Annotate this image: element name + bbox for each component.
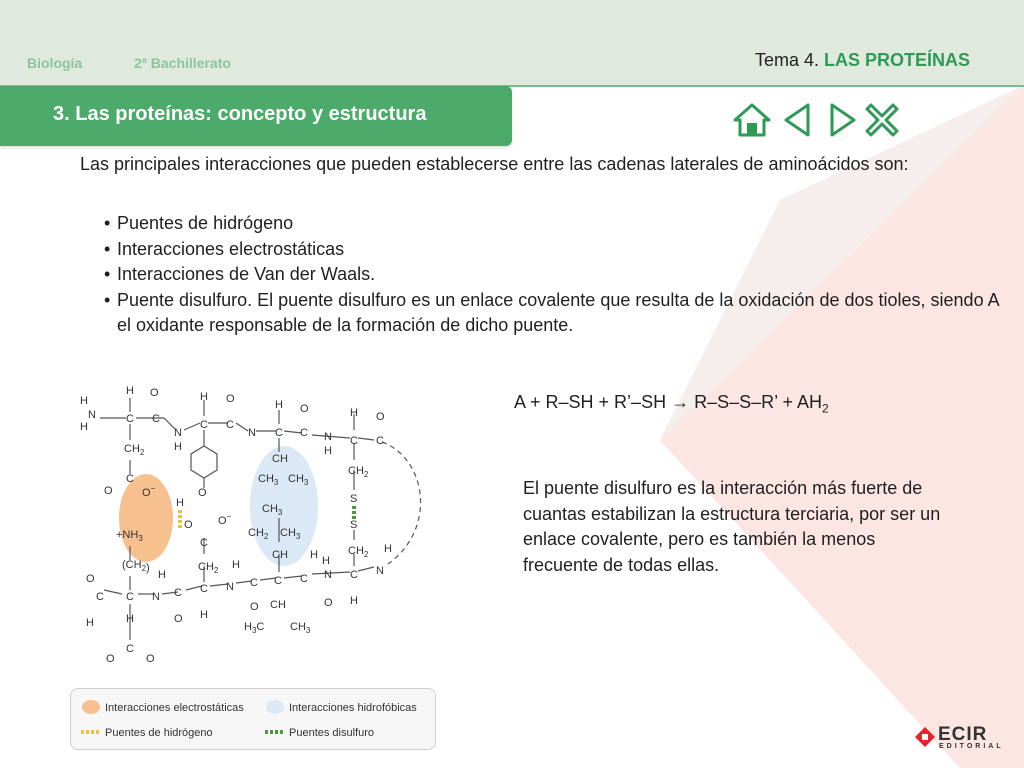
svg-text:H: H (200, 609, 208, 621)
svg-text:H: H (384, 543, 392, 555)
svg-text:H: H (176, 497, 184, 509)
svg-text:H: H (126, 613, 134, 625)
svg-text:C: C (226, 419, 234, 431)
svg-text:O−: O− (142, 484, 156, 499)
svg-text:C: C (200, 419, 208, 431)
svg-text:C: C (274, 575, 282, 587)
svg-text:H: H (86, 617, 94, 629)
svg-text:C: C (200, 537, 208, 549)
svg-text:C: C (250, 577, 258, 589)
svg-text:H: H (200, 391, 208, 403)
svg-text:C: C (376, 435, 384, 447)
header-bar (0, 0, 1024, 87)
svg-text:CH2: $CH_2$ (248, 527, 269, 541)
svg-text:O: O (106, 653, 115, 665)
svg-text:H: H (80, 421, 88, 433)
svg-text:CH2: $CH_2$ (348, 465, 369, 479)
logo-subtitle: EDITORIAL (939, 743, 1004, 750)
svg-text:O: O (184, 519, 193, 531)
svg-text:N: N (174, 427, 182, 439)
legend-electrostatic: Interacciones electrostáticas (105, 702, 244, 714)
legend-disulfide: Puentes disulfuro (289, 727, 374, 739)
diagram-legend (70, 688, 436, 750)
svg-text:O: O (174, 613, 183, 625)
topic-title (755, 50, 970, 71)
list-item: • Interacciones de Van der Waals. (104, 262, 1004, 288)
svg-text:N: N (376, 565, 384, 577)
svg-text:N: N (152, 591, 160, 603)
svg-text:CH3: $CH_3$ (258, 473, 279, 487)
diagram-drawing (66, 378, 446, 678)
svg-text:H3C: $H_3C$ (244, 621, 265, 635)
svg-text:H: H (350, 595, 358, 607)
svg-text:CH2: $CH_2$ (348, 545, 369, 559)
list-item: • Interacciones electrostáticas (104, 237, 1004, 263)
publisher-logo (914, 724, 1004, 752)
equation-reactants: A + R–SH + R’–SH (514, 392, 667, 412)
svg-text:C: C (300, 573, 308, 585)
interaction-list (104, 211, 1004, 339)
svg-text:C: C (200, 583, 208, 595)
svg-text:O: O (146, 653, 155, 665)
svg-text:N: N (88, 409, 96, 421)
svg-text:O−: O− (218, 512, 232, 527)
equation-subscript: 2 (822, 401, 829, 416)
svg-text:(CH2): $(CH_2)$ (122, 559, 150, 574)
equation-arrow: → (671, 392, 690, 412)
arrow-right-icon (822, 100, 862, 140)
list-item: • Puente disulfuro. El puente disulfuro es un enlace covalente que resulta de la oxidación de dos tioles, siendo A el oxidante responsable de la formación de dicho puente. (104, 288, 1004, 339)
course-label: 2º Bachillerato (134, 55, 231, 71)
svg-text:H: H (310, 549, 318, 561)
svg-text:O: O (150, 387, 159, 399)
disulfide-note: El puente disulfuro es la interacción más fuerte de cuantas estabilizan la estructura terciaria, por ser un enlace covalente, pero es también la menos frecuente de todas ellas. (523, 478, 941, 575)
svg-text:O: O (104, 485, 113, 497)
svg-text:C: C (96, 591, 104, 603)
svg-text:O: O (324, 597, 333, 609)
svg-text:H: H (174, 441, 182, 453)
topic-prefix: Tema 4. (754, 50, 819, 70)
svg-text:CH3: $CH_3$ (288, 473, 309, 487)
disulfide-equation (514, 392, 829, 416)
ecir-logo-icon (914, 726, 936, 748)
svg-text:H: H (158, 569, 166, 581)
svg-text:CH: CH (272, 453, 288, 465)
close-button[interactable] (862, 100, 902, 140)
svg-text:N: N (226, 581, 234, 593)
subject-label: Biología (27, 55, 83, 71)
svg-text:O: O (300, 403, 309, 415)
logo-wordmark: ECIR (938, 724, 988, 745)
protein-interactions-diagram (66, 378, 446, 678)
equation-products: R–S–S–R’ + AH (694, 392, 823, 412)
electrostatic-swatch (81, 699, 101, 715)
hydrophobic-swatch (265, 699, 285, 715)
previous-button[interactable] (778, 100, 818, 140)
svg-text:H: H (232, 559, 240, 571)
svg-text:H: H (350, 407, 358, 419)
svg-text:N: N (324, 431, 332, 443)
legend-hydrophobic: Interacciones hidrofóbicas (289, 702, 417, 714)
next-button[interactable] (822, 100, 862, 140)
svg-text:CH2: $CH_2$ (198, 561, 219, 575)
svg-text:C: C (275, 427, 283, 439)
svg-text:H: H (126, 385, 134, 397)
svg-text:H: H (275, 399, 283, 411)
svg-text:C: C (350, 569, 358, 581)
svg-text:S: S (350, 519, 358, 531)
legend-hydrogen: Puentes de hidrógeno (105, 727, 213, 739)
navigation-buttons (732, 100, 902, 140)
section-title: 3. Las proteínas: concepto y estructura (53, 103, 427, 125)
svg-text:O: O (376, 411, 385, 423)
svg-text:O: O (250, 601, 259, 613)
topic-name: LAS PROTEÍNAS (823, 50, 970, 70)
svg-text:CH2: $CH_2$ (124, 443, 145, 457)
svg-text:CH: CH (270, 599, 286, 611)
svg-text:N: N (324, 569, 332, 581)
hydrogen-swatch (81, 729, 101, 735)
svg-text:S: S (350, 493, 358, 505)
intro-paragraph: Las principales interacciones que pueden establecerse entre las cadenas laterales de aminoácidos son: (80, 154, 909, 174)
disulfide-swatch (265, 729, 285, 735)
svg-text:C: C (174, 587, 182, 599)
svg-text:C: C (126, 413, 134, 425)
arrow-left-icon (778, 100, 818, 140)
svg-text:CH3: $CH_3$ (262, 503, 283, 517)
svg-text:N: N (248, 427, 256, 439)
svg-text:H: H (322, 555, 330, 567)
svg-text:+NH3: $+NH_3$ (116, 529, 143, 543)
home-icon (732, 100, 772, 140)
svg-text:C: C (126, 643, 134, 655)
section-banner (0, 86, 512, 146)
svg-text:C: C (126, 591, 134, 603)
svg-text:O: O (226, 393, 235, 405)
close-icon (862, 100, 902, 140)
svg-text:C: C (126, 473, 134, 485)
svg-text:CH: CH (272, 549, 288, 561)
list-item: • Puentes de hidrógeno (104, 211, 1004, 237)
svg-text:C: C (300, 427, 308, 439)
svg-text:CH3: $CH_3$ (290, 621, 311, 635)
svg-text:O: O (198, 487, 207, 499)
svg-text:C: C (350, 435, 358, 447)
svg-text:C: C (152, 413, 160, 425)
svg-text:CH3: $CH_3$ (280, 527, 301, 541)
svg-text:H: H (80, 395, 88, 407)
svg-text:H: H (324, 445, 332, 457)
home-button[interactable] (732, 100, 772, 140)
svg-text:O: O (86, 573, 95, 585)
